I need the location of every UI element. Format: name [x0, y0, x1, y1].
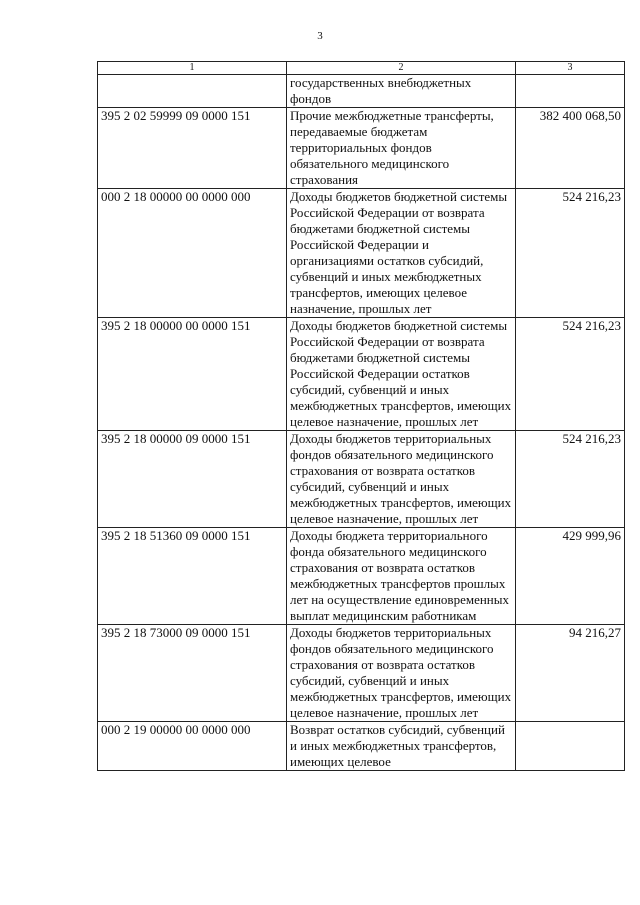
revenue-name-cell: Доходы бюджета территориального фонда обязательного медицинского страхования от возврата остатков межбюджетных трансфертов прошлых лет на осуществление единовременных выплат медицинским работникам [287, 528, 516, 625]
column-header-2: 2 [287, 62, 516, 75]
amount-cell: 524 216,23 [516, 431, 625, 528]
table-row [98, 108, 625, 189]
table-row [98, 318, 625, 431]
revenue-name-cell: Прочие межбюджетные трансферты, передаваемые бюджетам территориальных фондов обязательного медицинского страхования [287, 108, 516, 189]
column-header-3: 3 [516, 62, 625, 75]
table-row [98, 625, 625, 722]
budget-code-cell: 395 2 18 00000 00 0000 151 [98, 318, 287, 431]
budget-revenue-table [97, 61, 625, 771]
budget-code-cell: 395 2 18 51360 09 0000 151 [98, 528, 287, 625]
table-row [98, 722, 625, 771]
budget-code-cell: 395 2 18 73000 09 0000 151 [98, 625, 287, 722]
table-header-row [98, 62, 625, 75]
budget-code-cell: 000 2 18 00000 00 0000 000 [98, 189, 287, 318]
revenue-name-cell: Доходы бюджетов бюджетной системы Российской Федерации от возврата бюджетами бюджетной системы Российской Федерации остатков субсидий, субвенций и иных межбюджетных трансфертов, имеющих целевое назначение, прошлых лет [287, 318, 516, 431]
revenue-name-cell: Доходы бюджетов территориальных фондов обязательного медицинского страхования от возврата остатков субсидий, субвенций и иных межбюджетных трансфертов, имеющих целевое назначение, прошлых лет [287, 625, 516, 722]
table-row [98, 528, 625, 625]
revenue-name-cell: Доходы бюджетов территориальных фондов обязательного медицинского страхования от возврата остатков субсидий, субвенций и иных межбюджетных трансфертов, имеющих целевое назначение, прошлых лет [287, 431, 516, 528]
amount-cell: 429 999,96 [516, 528, 625, 625]
revenue-name-cell: Доходы бюджетов бюджетной системы Российской Федерации от возврата бюджетами бюджетной системы Российской Федерации и организациями остатков субсидий, субвенций и иных межбюджетных трансфертов, имеющих целевое назначение, прошлых лет [287, 189, 516, 318]
table-row [98, 75, 625, 108]
revenue-name-cell: государственных внебюджетных фондов [287, 75, 516, 108]
budget-code-cell [98, 75, 287, 108]
amount-cell [516, 722, 625, 771]
amount-cell: 382 400 068,50 [516, 108, 625, 189]
table-row [98, 431, 625, 528]
budget-code-cell: 395 2 18 00000 09 0000 151 [98, 431, 287, 528]
page-number: 3 [317, 30, 323, 42]
amount-cell: 94 216,27 [516, 625, 625, 722]
budget-code-cell: 395 2 02 59999 09 0000 151 [98, 108, 287, 189]
amount-cell: 524 216,23 [516, 189, 625, 318]
column-header-1: 1 [98, 62, 287, 75]
revenue-name-cell: Возврат остатков субсидий, субвенций и иных межбюджетных трансфертов, имеющих целевое [287, 722, 516, 771]
budget-code-cell: 000 2 19 00000 00 0000 000 [98, 722, 287, 771]
amount-cell [516, 75, 625, 108]
amount-cell: 524 216,23 [516, 318, 625, 431]
table-row [98, 189, 625, 318]
